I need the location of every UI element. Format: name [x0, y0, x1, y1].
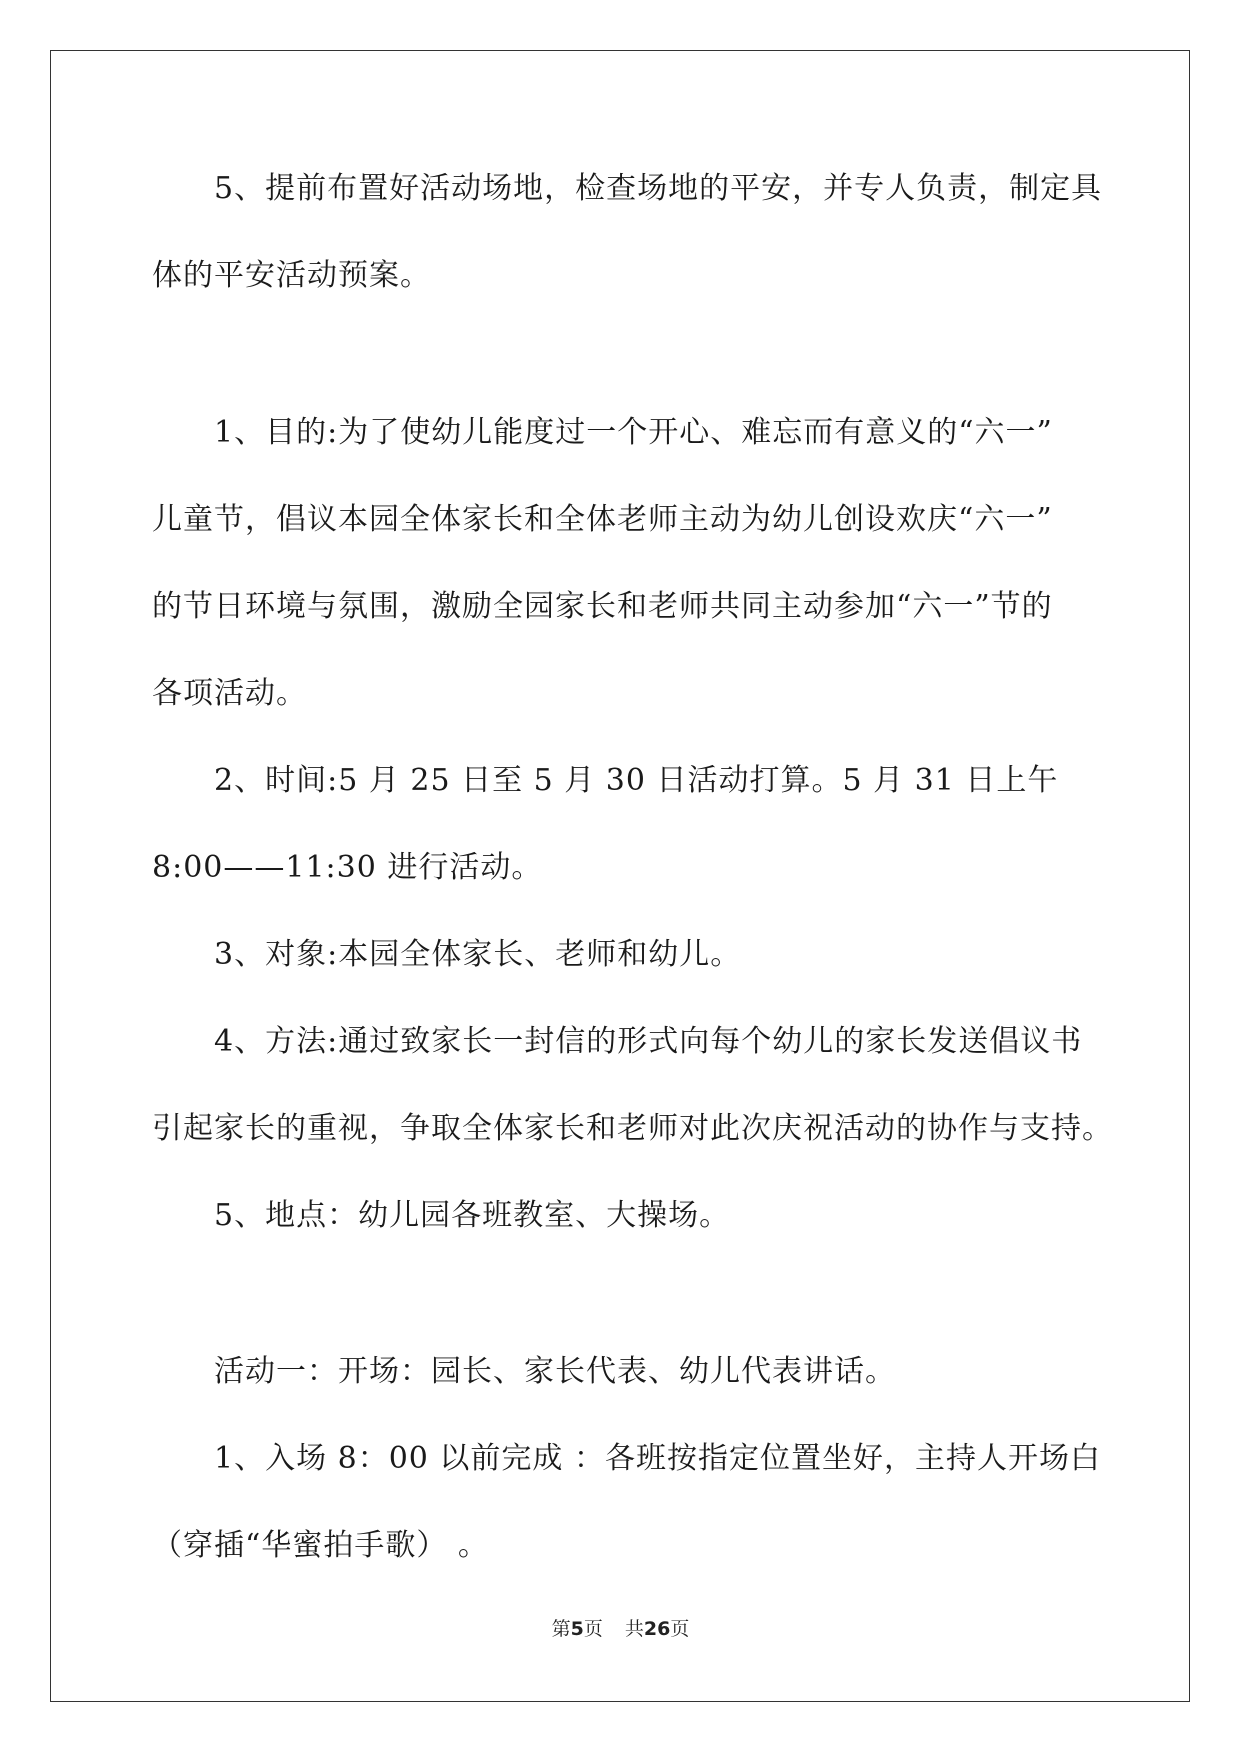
text-line: 4、方法:通过致家长一封信的形式向每个幼儿的家长发送倡议书 — [214, 1024, 1083, 1059]
text-line: 1、入场 8：00 以前完成 ：各班按指定位置坐好，主持人开场白 — [214, 1441, 1101, 1476]
text-line: 5、提前布置好活动场地，检查场地的平安，并专人负责，制定具 — [214, 171, 1103, 206]
footer-total-prefix: 共 — [624, 1618, 644, 1640]
footer-prefix: 第 — [551, 1618, 571, 1640]
footer-page-unit: 页 — [583, 1618, 603, 1640]
text-line: 儿童节，倡议本园全体家长和全体老师主动为幼儿创设欢庆“六一” — [152, 502, 1053, 537]
text-line: （穿插“华蜜拍手歌） 。 — [152, 1528, 489, 1563]
text-line: 2、时间:5 月 25 日至 5 月 30 日活动打算。5 月 31 日上午 — [214, 763, 1059, 798]
footer-total-unit: 页 — [670, 1618, 690, 1640]
text-line: 8:00——11:30 进行活动。 — [152, 850, 543, 885]
text-line: 1、目的:为了使幼儿能度过一个开心、难忘而有意义的“六一” — [214, 415, 1053, 450]
footer-total-pages: 26 — [643, 1618, 671, 1640]
text-line: 引起家长的重视，争取全体家长和老师对此次庆祝活动的协作与支持。 — [152, 1111, 1113, 1146]
text-line: 的节日环境与氛围，激励全园家长和老师共同主动参加“六一”节的 — [152, 589, 1053, 624]
text-line: 各项活动。 — [152, 676, 307, 711]
text-line: 5、地点：幼儿园各班教室、大操场。 — [214, 1198, 731, 1233]
text-line: 体的平安活动预案。 — [152, 258, 431, 293]
page-footer — [0, 1617, 1241, 1641]
footer-page-number: 5 — [570, 1618, 584, 1640]
text-line: 活动一：开场：园长、家长代表、幼儿代表讲话。 — [214, 1354, 896, 1389]
text-line: 3、对象:本园全体家长、老师和幼儿。 — [214, 937, 742, 972]
